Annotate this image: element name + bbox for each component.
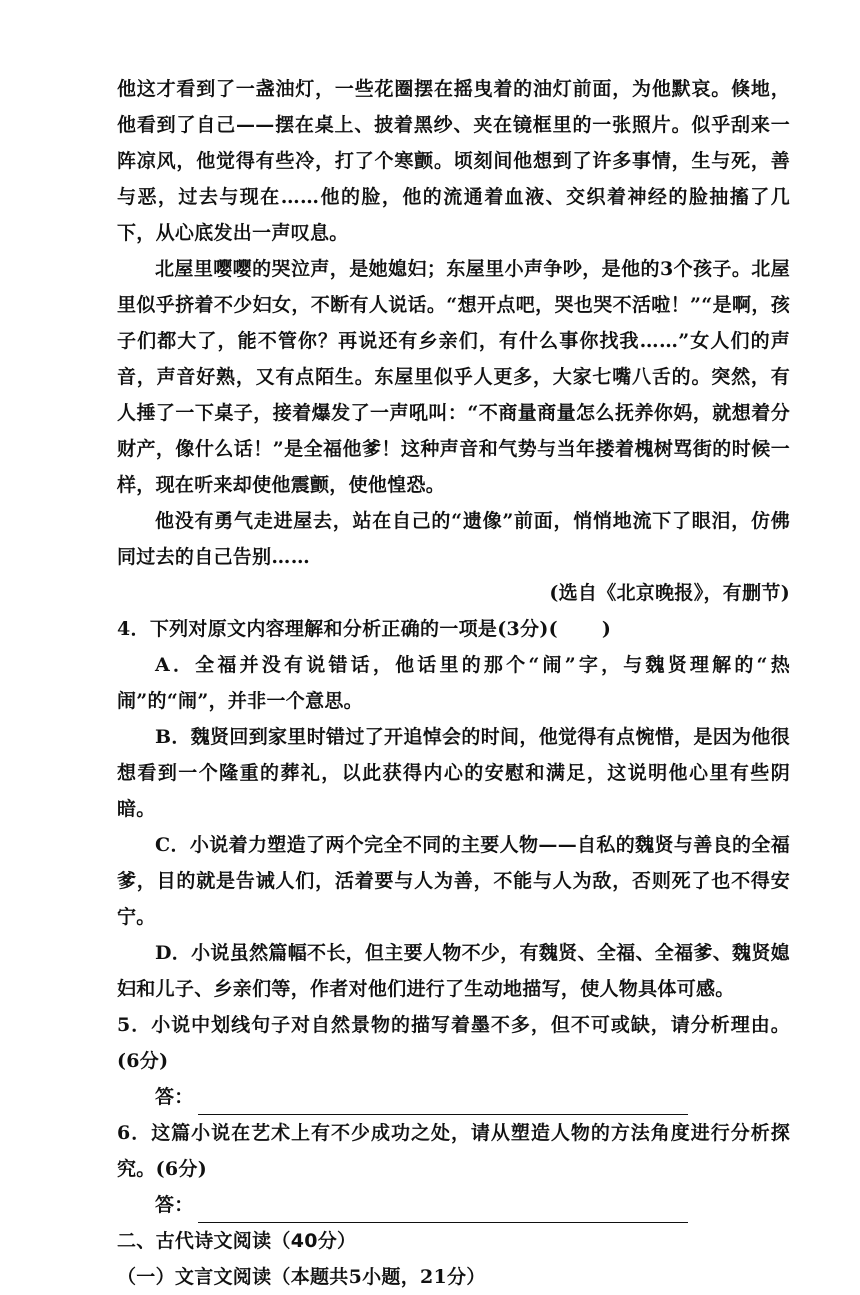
passage-paragraph-3: 他没有勇气走进屋去，站在自己的“遗像”前面，悄悄地流下了眼泪，仿佛同过去的自己告别…… [117,510,790,568]
answer-line-blank[interactable] [198,1092,688,1115]
question-4-option-a: A．全福并没有说错话，他话里的那个“闹”字，与魏贤理解的“热闹”的“闹”，并非一个意思。 [117,654,790,712]
passage-paragraph-1: 他这才看到了一盏油灯，一些花圈摆在摇曳着的油灯前面，为他默哀。倏地，他看到了自己——摆在桌上、披着黑纱、夹在镜框里的一张照片。似乎刮来一阵凉风，他觉得有些冷，打了个寒颤。顷刻间他想到了许多事情，生与死，善与恶，过去与现在……他的脸，他的流通着血液、交织着神经的脸抽搐了几下，从心底发出一声叹息。 [117,78,790,244]
question-6-answer [155,1187,790,1223]
question-4-option-c: C．小说着力塑造了两个完全不同的主要人物——自私的魏贤与善良的全福爹，目的就是告诫人们，活着要与人为善，不能与人为敌，否则死了也不得安宁。 [117,834,790,928]
question-4-option-b: B．魏贤回到家里时错过了开追悼会的时间，他觉得有点惋惜，是因为他很想看到一个隆重的葬礼，以此获得内心的安慰和满足，这说明他心里有些阴暗。 [117,726,790,820]
answer-line-blank[interactable] [198,1200,688,1223]
answer-label: 答： [155,1194,194,1216]
passage-paragraph-2: 北屋里嘤嘤的哭泣声，是她媳妇；东屋里小声争吵，是他的3个孩子。北屋里似乎挤着不少妇女，不断有人说话。“想开点吧，哭也哭不活啦！”“是啊，孩子们都大了，能不管你？再说还有乡亲们，有什么事你找我……”女人们的声音，声音好熟，又有点陌生。东屋里似乎人更多，大家七嘴八舌的。突然，有人捶了一下桌子，接着爆发了一声吼叫：“不商量商量怎么抚养你妈，就想着分财产，像什么话！”是全福他爹！这种声音和气势与当年搂着槐树骂街的时候一样，现在听来却使他震颤，使他惶恐。 [117,258,790,496]
passage-source: (选自《北京晚报》，有删节) [549,582,790,604]
question-4-paren-close: ) [601,618,612,640]
section-heading: 二、古代诗文阅读（40分） [117,1230,357,1252]
answer-label: 答： [155,1086,194,1108]
question-6-stem: 6．这篇小说在艺术上有不少成功之处，请从塑造人物的方法角度进行分析探究。(6分) [117,1122,790,1180]
question-5-stem: 5．小说中划线句子对自然景物的描写着墨不多，但不可或缺，请分析理由。(6分) [117,1014,790,1072]
question-4-option-d: D．小说虽然篇幅不长，但主要人物不少，有魏贤、全福、全福爹、魏贤媳妇和儿子、乡亲们等，作者对他们进行了生动地描写，使人物具体可感。 [117,942,790,1000]
question-5-answer [155,1079,790,1115]
question-4-text: 4．下列对原文内容理解和分析正确的一项是(3分)( [117,618,558,640]
document-page [117,71,790,1295]
question-4-stem [117,611,790,647]
subsection-heading: （一）文言文阅读（本题共5小题，21分） [117,1266,486,1288]
